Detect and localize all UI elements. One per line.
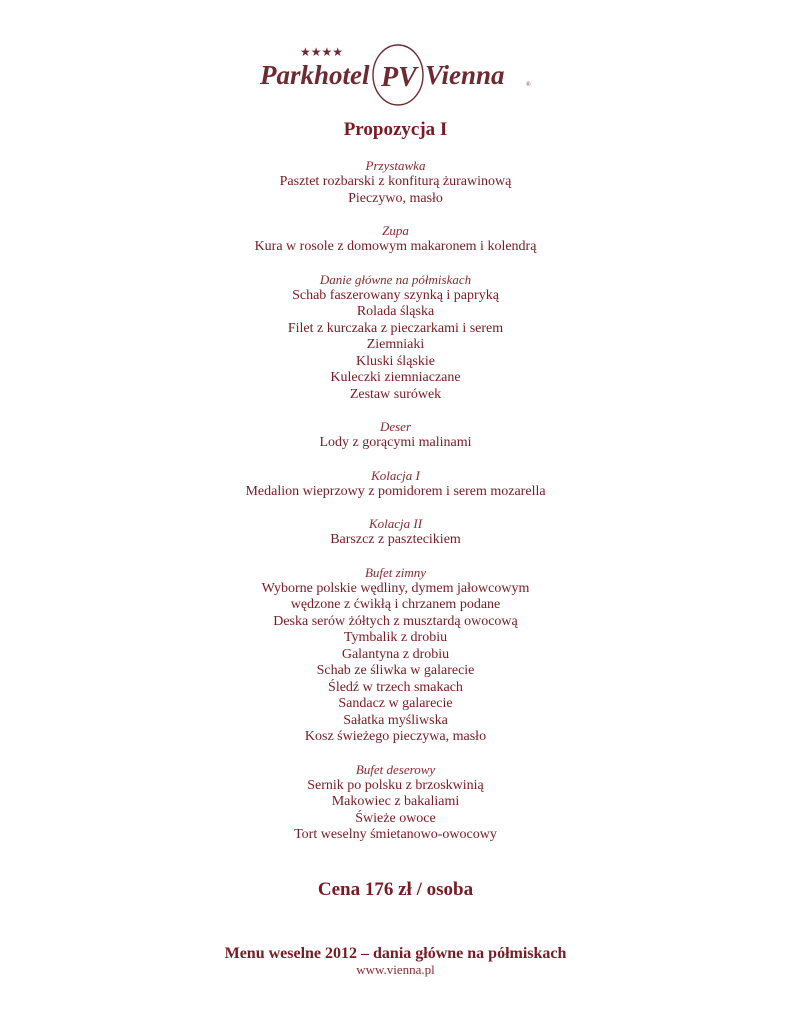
menu-item: Kosz świeżego pieczywa, masło (304, 729, 487, 744)
menu-item: Galantyna z drobiu (341, 646, 450, 662)
menu-section (0, 516, 791, 549)
menu-section (0, 272, 791, 404)
section-title: Deser (379, 419, 412, 434)
menu-item: Wyborne polskie wędliny, dymem jałowcowym (261, 580, 530, 596)
page-title: Propozycja I (343, 119, 448, 140)
menu-item: Medalion wieprzowy z pomidorem i serem mozarella (245, 483, 546, 499)
parkhotel-vienna-logo (258, 44, 538, 108)
section-title: Kolacja I (371, 467, 420, 483)
menu-item: Makowiec z bakaliami (331, 794, 460, 809)
menu-item: Sernik po polsku z brzoskwinią (307, 777, 484, 793)
logo-word-parkhotel: Parkhotel (260, 60, 370, 90)
menu-section (0, 468, 791, 501)
menu-item: Deska serów żółtych z musztardą owocową (273, 613, 518, 629)
section-title: Zupa (382, 223, 409, 238)
menu-item: Kluski śląskie (356, 353, 435, 369)
menu-section (0, 419, 791, 452)
menu-item: Lody z gorącymi malinami (319, 435, 472, 450)
menu-item: Schab ze śliwka w galarecie (316, 663, 475, 678)
section-title: Kolacja II (368, 516, 423, 531)
logo-stars: ★★★★ (300, 45, 344, 59)
price-line: Cena 176 zł / osoba (317, 879, 474, 900)
menu-item: Ziemniaki (366, 337, 425, 352)
menu-item: wędzone z ćwikłą i chrzanem podane (290, 597, 501, 612)
logo-monogram: PV (381, 62, 417, 93)
logo-registered-mark: ® (526, 82, 531, 88)
menu-item: Śledź w trzech smakach (328, 679, 463, 695)
footer-url: www.vienna.pl (356, 962, 435, 977)
logo-word-vienna: Vienna (425, 60, 505, 90)
menu-section (0, 158, 791, 207)
menu-item: Barszcz z pasztecikiem (330, 532, 461, 547)
section-title: Bufet deserowy (355, 761, 436, 777)
menu-item: Sandacz w galarecie (338, 696, 453, 711)
menu-section (0, 762, 791, 844)
menu-item: Filet z kurczaka z pieczarkami i serem (287, 320, 504, 336)
menu-item: Świeże owoce (355, 810, 436, 826)
logo-graphic (258, 44, 538, 108)
footer-title: Menu weselne 2012 – dania główne na półmiskach (224, 945, 567, 962)
menu-section (0, 223, 791, 256)
menu-item: Schab faszerowany szynką i papryką (292, 287, 499, 303)
menu-item: Sałatka myśliwska (343, 712, 448, 728)
menu-sections (0, 158, 791, 860)
section-title: Bufet zimny (364, 564, 426, 580)
menu-item: Tymbalik z drobiu (343, 630, 448, 645)
menu-item: Zestaw surówek (349, 386, 442, 402)
menu-item: Kura w rosole z domowym makaronem i kolendrą (254, 239, 537, 254)
menu-section (0, 565, 791, 746)
menu-item: Pieczywo, masło (348, 190, 443, 206)
menu-item: Pasztet rozbarski z konfiturą żurawinową (279, 174, 512, 189)
menu-item: Rolada śląska (356, 304, 435, 319)
menu-item: Tort weselny śmietanowo-owocowy (294, 827, 497, 842)
section-title: Przystawka (365, 158, 426, 173)
section-title: Danie główne na półmiskach (319, 271, 472, 287)
menu-item: Kuleczki ziemniaczane (330, 370, 461, 385)
